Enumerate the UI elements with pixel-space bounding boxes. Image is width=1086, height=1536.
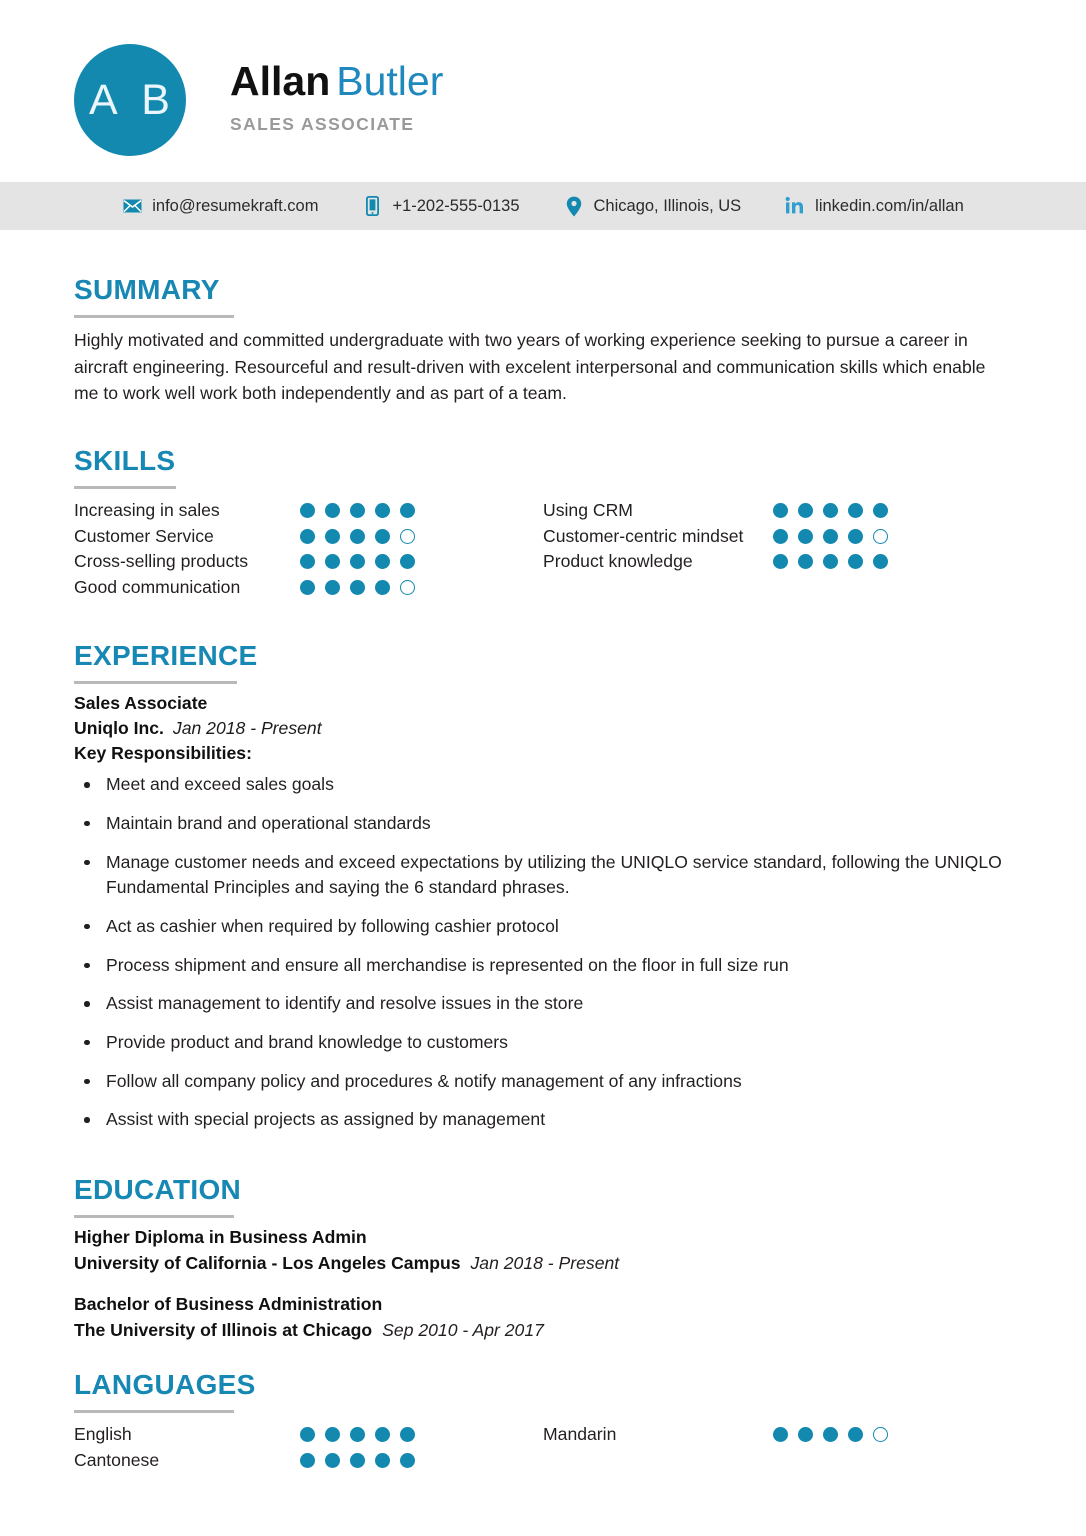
education-school: The University of Illinois at Chicago <box>74 1319 373 1340</box>
section-divider <box>74 1410 234 1413</box>
experience-bullet: Provide product and brand knowledge to customers <box>74 1030 1012 1056</box>
rating-dot-filled <box>325 1453 340 1468</box>
education-school: University of California - Los Angeles Campus <box>74 1252 461 1273</box>
skill-label: Customer Service <box>74 525 214 546</box>
rating-dot-filled <box>798 503 813 518</box>
rating-dot-filled <box>300 529 315 544</box>
rating-dot-filled <box>350 1427 365 1442</box>
rating-dot-filled <box>375 1427 390 1442</box>
contact-item-email[interactable] <box>122 195 318 217</box>
skill-label: Customer-centric mindset <box>543 525 744 546</box>
rating-dot-filled <box>400 554 415 569</box>
section-divider <box>74 315 234 318</box>
rating-dot-filled <box>325 580 340 595</box>
skill-row <box>543 498 1012 524</box>
avatar-initials: A B <box>89 75 177 124</box>
rating-dot-filled <box>798 529 813 544</box>
experience-bullet: Maintain brand and operational standards <box>74 811 1012 837</box>
rating-dot-filled <box>325 529 340 544</box>
rating-dots <box>300 580 415 595</box>
rating-dot-filled <box>873 503 888 518</box>
rating-dot-filled <box>350 580 365 595</box>
rating-dots <box>773 503 888 518</box>
contact-phone-text: +1-202-555-0135 <box>392 196 520 215</box>
skill-label: Product knowledge <box>543 551 693 572</box>
rating-dot-filled <box>823 1427 838 1442</box>
avatar <box>74 44 186 156</box>
skill-label: Increasing in sales <box>74 500 220 521</box>
rating-dots <box>300 1453 415 1468</box>
experience-bullet: Follow all company policy and procedures & notify management of any infractions <box>74 1069 1012 1095</box>
rating-dots <box>300 1427 415 1442</box>
rating-dot-filled <box>848 1427 863 1442</box>
summary-heading: SUMMARY <box>74 274 220 305</box>
contact-linkedin-text: linkedin.com/in/allan <box>815 196 964 215</box>
first-name: Allan <box>230 58 331 105</box>
section-summary <box>74 276 1012 407</box>
skill-row <box>543 524 1012 550</box>
rating-dot-filled <box>848 503 863 518</box>
education-degree: Higher Diploma in Business Admin <box>74 1226 367 1247</box>
email-icon <box>122 195 142 217</box>
rating-dots <box>300 503 415 518</box>
rating-dots <box>773 1427 888 1442</box>
languages-column-right <box>543 1422 1012 1473</box>
rating-dot-filled <box>350 503 365 518</box>
skills-heading: SKILLS <box>74 445 176 477</box>
lang-row <box>74 1422 543 1448</box>
rating-dots <box>773 529 888 544</box>
experience-bullet: Meet and exceed sales goals <box>74 772 1012 798</box>
skill-label: Using CRM <box>543 500 633 521</box>
rating-dot-filled <box>798 1427 813 1442</box>
experience-bullet-list <box>74 772 1012 1133</box>
education-item <box>74 1294 1012 1341</box>
rating-dot-filled <box>773 554 788 569</box>
rating-dot-filled <box>848 529 863 544</box>
rating-dot-filled <box>375 554 390 569</box>
rating-dot-filled <box>300 580 315 595</box>
experience-dates: Jan 2018 - Present <box>172 718 322 739</box>
experience-bullet: Assist with special projects as assigned by management <box>74 1107 1012 1133</box>
rating-dot-filled <box>375 529 390 544</box>
rating-dot-filled <box>773 503 788 518</box>
lang-row <box>74 1447 543 1473</box>
rating-dot-filled <box>300 1427 315 1442</box>
contact-item-linkedin[interactable] <box>785 195 964 217</box>
section-languages <box>74 1368 1012 1473</box>
languages-column-left <box>74 1422 543 1473</box>
education-dates: Sep 2010 - Apr 2017 <box>382 1319 544 1340</box>
experience-heading: EXPERIENCE <box>74 640 258 672</box>
rating-dot-filled <box>375 580 390 595</box>
rating-dots <box>300 529 415 544</box>
rating-dot-filled <box>798 554 813 569</box>
lang-row <box>543 1422 1012 1448</box>
rating-dot-filled <box>773 529 788 544</box>
rating-dot-filled <box>350 529 365 544</box>
section-divider <box>74 1215 234 1218</box>
experience-bullet: Act as cashier when required by following cashier protocol <box>74 914 1012 940</box>
rating-dot-filled <box>873 554 888 569</box>
contact-item-location[interactable] <box>564 195 742 217</box>
skill-row <box>74 575 543 601</box>
rating-dot-empty <box>400 580 415 595</box>
contact-item-phone[interactable] <box>362 195 519 217</box>
rating-dot-filled <box>375 1453 390 1468</box>
contact-email-text: info@resumekraft.com <box>152 196 319 215</box>
rating-dot-filled <box>400 1453 415 1468</box>
rating-dot-empty <box>400 529 415 544</box>
section-skills <box>74 447 1012 600</box>
section-divider <box>74 681 237 684</box>
rating-dot-filled <box>300 554 315 569</box>
rating-dot-filled <box>375 503 390 518</box>
rating-dot-filled <box>350 554 365 569</box>
rating-dot-filled <box>350 1453 365 1468</box>
experience-bullet: Assist management to identify and resolve issues in the store <box>74 991 1012 1017</box>
skills-column-left <box>74 498 543 600</box>
rating-dots <box>773 554 888 569</box>
last-name: Butler <box>336 58 444 105</box>
skill-row <box>543 549 1012 575</box>
rating-dot-empty <box>873 529 888 544</box>
language-label: Cantonese <box>74 1449 160 1470</box>
rating-dot-filled <box>823 529 838 544</box>
rating-dot-filled <box>400 1427 415 1442</box>
language-label: English <box>74 1424 132 1445</box>
education-item <box>74 1227 1012 1274</box>
rating-dot-filled <box>325 503 340 518</box>
page-title <box>230 59 443 105</box>
skill-row <box>74 549 543 575</box>
phone-icon <box>362 195 382 217</box>
experience-bullet: Manage customer needs and exceed expectations by utilizing the UNIQLO service standard, following the UNIQLO Fundamental Principles and saying the 6 standard phrases. <box>74 850 1012 901</box>
education-degree: Bachelor of Business Administration <box>74 1293 383 1314</box>
rating-dot-filled <box>400 503 415 518</box>
rating-dot-filled <box>325 554 340 569</box>
section-education <box>74 1173 1012 1341</box>
location-pin-icon <box>564 195 584 217</box>
skill-label: Cross-selling products <box>74 551 249 572</box>
education-school-line <box>74 1320 1012 1341</box>
education-heading: EDUCATION <box>74 1173 242 1205</box>
responsibilities-label: Key Responsibilities: <box>74 743 252 764</box>
resume-header <box>0 0 1086 182</box>
rating-dot-filled <box>823 503 838 518</box>
languages-heading: LANGUAGES <box>74 1368 256 1400</box>
summary-text: Highly motivated and committed undergraduate with two years of working experience seeking to pursue a career in aircraft engineering. Resourceful and result-driven with excelent interpersonal and communication skills which enable me to work well work both independently and as part of a team. <box>74 330 986 404</box>
contact-bar <box>0 182 1086 230</box>
experience-role: Sales Associate <box>74 693 208 714</box>
skill-label: Good communication <box>74 576 241 597</box>
education-list <box>74 1227 1012 1341</box>
experience-bullet: Process shipment and ensure all merchandise is represented on the floor in full size run <box>74 953 1012 979</box>
section-divider <box>74 486 176 489</box>
rating-dot-filled <box>325 1427 340 1442</box>
rating-dot-filled <box>848 554 863 569</box>
rating-dot-filled <box>773 1427 788 1442</box>
contact-location-text: Chicago, Illinois, US <box>593 196 742 215</box>
education-school-line <box>74 1253 1012 1274</box>
skill-row <box>74 524 543 550</box>
skills-column-right <box>543 498 1012 600</box>
rating-dot-filled <box>300 1453 315 1468</box>
name-block <box>230 59 443 141</box>
job-title: SALES ASSOCIATE <box>230 113 415 134</box>
section-experience <box>74 642 1012 1133</box>
rating-dot-empty <box>873 1427 888 1442</box>
skill-row <box>74 498 543 524</box>
experience-company: Uniqlo Inc. <box>74 718 164 739</box>
education-dates: Jan 2018 - Present <box>470 1252 620 1273</box>
rating-dots <box>300 554 415 569</box>
linkedin-icon <box>785 195 805 217</box>
rating-dot-filled <box>300 503 315 518</box>
language-label: Mandarin <box>543 1424 617 1445</box>
experience-company-line <box>74 718 1012 739</box>
rating-dot-filled <box>823 554 838 569</box>
resume-body <box>0 276 1086 1473</box>
